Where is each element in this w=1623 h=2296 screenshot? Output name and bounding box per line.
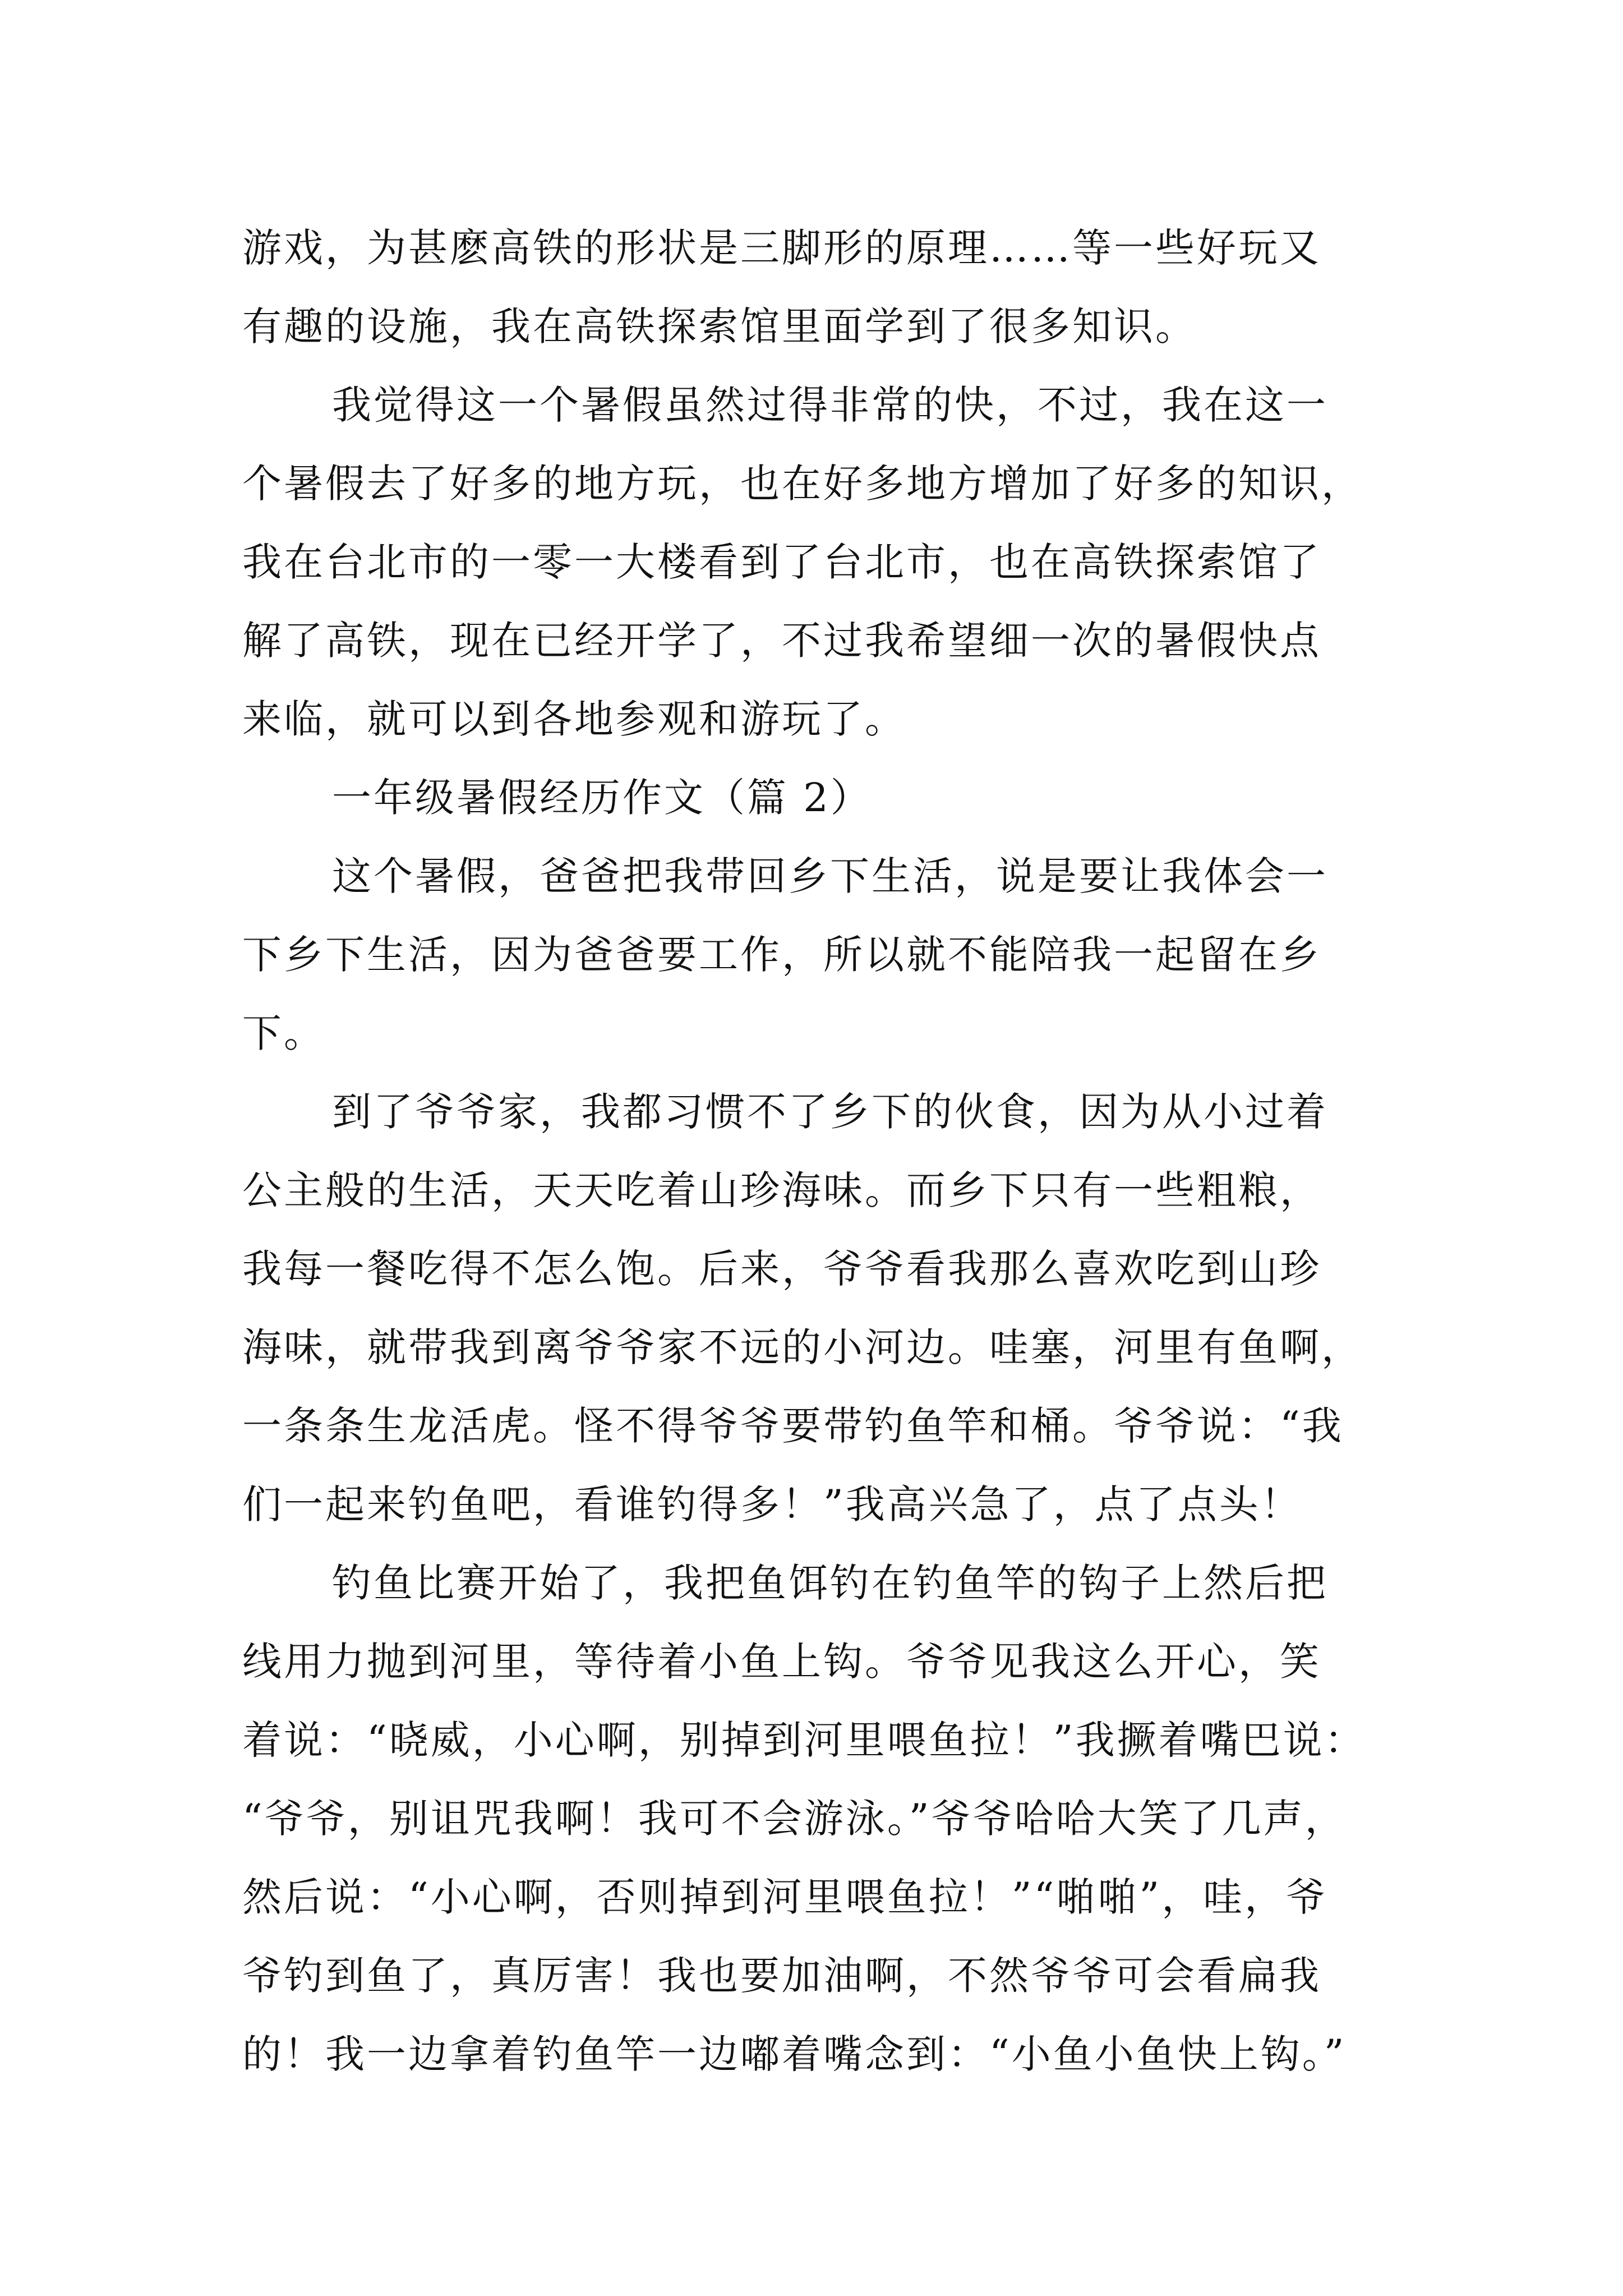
text-line: 我在台北市的一零一大楼看到了台北市，也在高铁探索馆了: [242, 539, 1321, 585]
text-line: 到了爷爷家，我都习惯不了乡下的伙食，因为从小过着: [332, 1089, 1328, 1135]
text-line: 线用力抛到河里，等待着小鱼上钩。爷爷见我这么开心，笑: [242, 1639, 1321, 1685]
text-line: “爷爷，别诅咒我啊！我可不会游泳。”爷爷哈哈大笑了几声，: [242, 1796, 1347, 1842]
text-line: 爷钓到鱼了，真厉害！我也要加油啊，不然爷爷可会看扁我: [242, 1953, 1321, 1999]
text-line: 下乡下生活，因为爸爸要工作，所以就不能陪我一起留在乡: [242, 932, 1321, 978]
text-line: 着说：“晓威，小心啊，别掉到河里喂鱼拉！”我撅着嘴巴说：: [242, 1717, 1366, 1763]
paragraph-1: [242, 209, 1392, 366]
paragraph-3: [242, 837, 1392, 1073]
document-body: [242, 209, 1392, 2093]
text-line: 这个暑假，爸爸把我带回乡下生活，说是要让我体会一: [332, 853, 1328, 899]
text-line: 们一起来钓鱼吧，看谁钓得多！”我高兴急了，点了点头！: [242, 1481, 1302, 1527]
paragraph-4: [242, 1073, 1392, 1544]
text-line: 来临，就可以到各地参观和游玩了。: [242, 696, 906, 742]
text-line: 然后说：“小心啊，否则掉到河里喂鱼拉！”“啪啪”，哇，爷: [242, 1874, 1328, 1920]
text-line: 下。: [242, 1010, 325, 1056]
text-line: 一条条生龙活虎。怪不得爷爷要带钓鱼竿和桶。爷爷说：“我: [242, 1403, 1344, 1449]
heading-text: 一年级暑假经历作文（篇 2）: [332, 775, 872, 821]
text-line: 的！我一边拿着钓鱼竿一边嘟着嘴念到：“小鱼小鱼快上钩。”: [242, 2031, 1347, 2077]
text-line: 我每一餐吃得不怎么饱。后来，爷爷看我那么喜欢吃到山珍: [242, 1246, 1321, 1292]
paragraph-5: [242, 1544, 1392, 2093]
text-line: 个暑假去了好多的地方玩，也在好多地方增加了好多的知识，: [242, 461, 1363, 507]
text-line: 公主般的生活，天天吃着山珍海味。而乡下只有一些粗粮，: [242, 1167, 1321, 1213]
text-line: 解了高铁，现在已经开学了，不过我希望细一次的暑假快点: [242, 618, 1321, 664]
text-line: 我觉得这一个暑假虽然过得非常的快，不过，我在这一: [332, 382, 1328, 428]
text-line: 有趣的设施，我在高铁探索馆里面学到了很多知识。: [242, 303, 1197, 349]
text-line: 海味，就带我到离爷爷家不远的小河边。哇塞，河里有鱼啊，: [242, 1324, 1363, 1370]
paragraph-2: [242, 366, 1392, 758]
text-line: 钓鱼比赛开始了，我把鱼饵钓在钓鱼竿的钩子上然后把: [332, 1560, 1328, 1606]
text-line: 游戏，为甚麽高铁的形状是三脚形的原理……等一些好玩又: [242, 225, 1321, 271]
section-heading: [242, 758, 1392, 837]
